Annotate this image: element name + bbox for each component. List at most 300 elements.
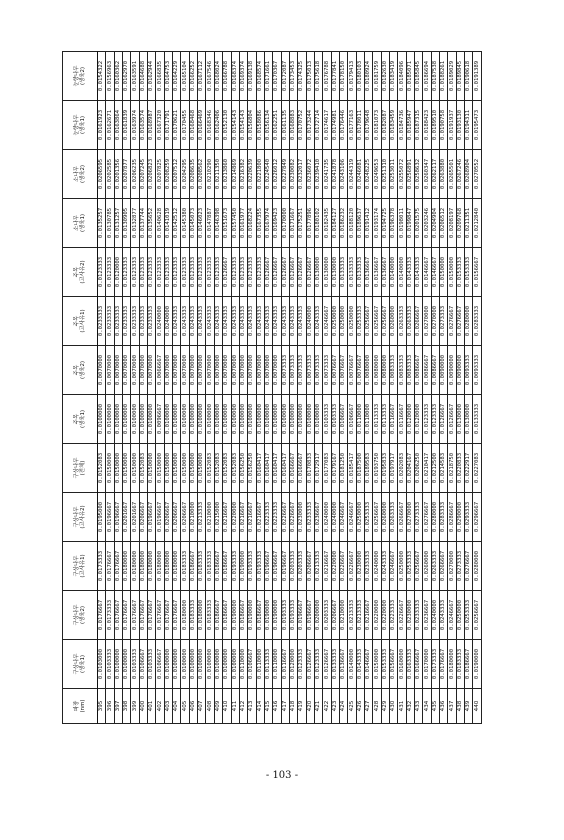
reflectance-cell: 0.0243333 (281, 297, 289, 346)
reflectance-cell: 0.0156804 (248, 101, 256, 150)
reflectance-cell: 0.0076667 (339, 346, 347, 395)
reflectance-cell: 0.0280000 (473, 542, 482, 591)
reflectance-cell: 0.0246667 (448, 591, 456, 640)
reflectance-cell: 0.0143333 (415, 248, 423, 297)
reflectance-cell: 0.0180000 (123, 542, 131, 591)
reflectance-cell: 0.0246667 (390, 542, 398, 591)
reflectance-cell: 0.0193333 (256, 542, 264, 591)
reflectance-cell: 0.0070000 (139, 346, 147, 395)
reflectance-cell: 0.0156134 (264, 101, 272, 150)
reflectance-cell: 0.0123333 (198, 248, 206, 297)
reflectance-cell: 0.0216667 (365, 591, 373, 640)
reflectance-cell: 0.0110000 (365, 395, 373, 444)
wavelength-cell: 408 (206, 689, 214, 724)
reflectance-cell: 0.0106667 (348, 395, 356, 444)
reflectance-cell: 0.0226667 (339, 542, 347, 591)
reflectance-cell: 0.0070000 (248, 346, 256, 395)
reflectance-cell: 0.0243333 (231, 297, 239, 346)
reflectance-cell: 0.0191412 (365, 199, 373, 248)
reflectance-cell: 0.0106667 (339, 395, 347, 444)
reflectance-cell: 0.0154322 (98, 52, 106, 101)
reflectance-cell: 0.0176667 (139, 591, 147, 640)
reflectance-cell: 0.0233333 (306, 493, 314, 542)
table-row (431, 52, 439, 724)
reflectance-cell: 0.0243333 (256, 297, 264, 346)
reflectance-cell: 0.0246667 (323, 297, 331, 346)
reflectance-cell: 0.0136667 (381, 248, 389, 297)
reflectance-cell: 0.0161923 (98, 101, 106, 150)
reflectance-cell: 0.0171667 (289, 199, 297, 248)
reflectance-cell: 0.0206667 (331, 591, 339, 640)
reflectance-cell: 0.0206512 (440, 199, 448, 248)
reflectance-cell: 0.0123333 (123, 248, 131, 297)
reflectance-cell: 0.0185071 (406, 52, 414, 101)
reflectance-cell: 0.0226667 (348, 542, 356, 591)
reflectance-cell: 0.0270000 (406, 493, 414, 542)
reflectance-cell: 0.0123333 (98, 248, 106, 297)
reflectance-cell: 0.0156963 (106, 52, 114, 101)
reflectance-cell: 0.0070000 (114, 346, 122, 395)
reflectance-cell: 0.0296667 (473, 493, 482, 542)
reflectance-cell: 0.0150000 (440, 248, 448, 297)
reflectance-cell: 0.0243333 (223, 297, 231, 346)
wavelength-cell: 429 (381, 689, 389, 724)
reflectance-cell: 0.0243333 (248, 297, 256, 346)
reflectance-cell: 0.0253333 (406, 542, 414, 591)
reflectance-cell: 0.0143333 (356, 640, 364, 689)
reflectance-cell: 0.0256667 (365, 297, 373, 346)
reflectance-cell: 0.0168883 (289, 101, 297, 150)
reflectance-cell: 0.0196667 (106, 493, 114, 542)
reflectance-cell: 0.0176667 (440, 640, 448, 689)
reflectance-cell: 0.0243333 (314, 297, 322, 346)
reflectance-cell: 0.0243333 (239, 297, 247, 346)
reflectance-cell: 0.0240000 (431, 591, 439, 640)
reflectance-cell: 0.0196667 (114, 493, 122, 542)
reflectance-cell: 0.0100000 (298, 395, 306, 444)
table-row (289, 52, 297, 724)
reflectance-cell: 0.0250000 (348, 297, 356, 346)
reflectance-cell: 0.0126667 (323, 640, 331, 689)
table-row (273, 52, 281, 724)
reflectance-cell: 0.0183419 (390, 52, 398, 101)
reflectance-cell: 0.0180000 (173, 542, 181, 591)
reflectance-cell: 0.0255072 (398, 150, 406, 199)
reflectance-cell: 0.0233333 (98, 297, 106, 346)
reflectance-cell: 0.0184096 (398, 52, 406, 101)
reflectance-cell: 0.0172087 (281, 52, 289, 101)
reflectance-cell: 0.0140000 (390, 248, 398, 297)
reflectance-cell: 0.0103333 (331, 395, 339, 444)
reflectance-cell: 0.0180102 (314, 199, 322, 248)
wavelength-cell: 422 (323, 689, 331, 724)
reflectance-cell: 0.0189637 (356, 199, 364, 248)
reflectance-cell: 0.0146667 (423, 248, 431, 297)
reflectance-cell: 0.0266667 (415, 297, 423, 346)
reflectance-cell: 0.0070000 (189, 346, 197, 395)
reflectance-cell: 0.0126667 (223, 248, 231, 297)
reflectance-cell: 0.0233333 (131, 297, 139, 346)
reflectance-cell: 0.0208259 (164, 150, 172, 199)
reflectance-cell: 0.0070000 (106, 346, 114, 395)
reflectance-cell: 0.0180000 (448, 640, 456, 689)
table-row (123, 52, 131, 724)
column-header: 소나무 (생육2) (63, 150, 98, 199)
wavelength-cell: 423 (331, 689, 339, 724)
reflectance-cell: 0.0100000 (106, 395, 114, 444)
reflectance-cell: 0.0194311 (465, 101, 473, 150)
reflectance-cell: 0.0190000 (248, 591, 256, 640)
reflectance-cell: 0.0110000 (273, 640, 281, 689)
reflectance-cell: 0.0207877 (123, 150, 131, 199)
reflectance-cell: 0.0120000 (289, 640, 297, 689)
reflectance-cell: 0.0166667 (289, 444, 297, 493)
reflectance-cell: 0.0123333 (298, 640, 306, 689)
reflectance-cell: 0.0243333 (214, 297, 222, 346)
wavelength-cell: 401 (148, 689, 156, 724)
reflectance-cell: 0.0276667 (465, 542, 473, 591)
column-header: 주목 (고사유1) (63, 297, 98, 346)
reflectance-cell: 0.0183459 (390, 101, 398, 150)
reflectance-cell: 0.0070000 (206, 346, 214, 395)
reflectance-cell: 0.0136667 (365, 248, 373, 297)
reflectance-cell: 0.0100000 (114, 395, 122, 444)
table-row (164, 52, 172, 724)
reflectance-cell: 0.0076667 (348, 346, 356, 395)
reflectance-cell: 0.0123333 (181, 248, 189, 297)
table-row (448, 52, 456, 724)
reflectance-cell: 0.0073333 (298, 346, 306, 395)
reflectance-cell: 0.0201356 (114, 150, 122, 199)
reflectance-cell: 0.0073333 (306, 346, 314, 395)
reflectance-cell: 0.0070000 (173, 346, 181, 395)
wavelength-cell: 420 (306, 689, 314, 724)
table-row (248, 52, 256, 724)
reflectance-cell: 0.0123333 (164, 248, 172, 297)
reflectance-cell: 0.0100000 (181, 640, 189, 689)
reflectance-cell: 0.0211351 (465, 199, 473, 248)
reflectance-cell: 0.0206235 (131, 150, 139, 199)
reflectance-cell: 0.0253011 (390, 150, 398, 199)
table-row (390, 52, 398, 724)
reflectance-cell: 0.0100000 (314, 395, 322, 444)
reflectance-cell: 0.0270000 (448, 542, 456, 591)
reflectance-cell: 0.0146398 (214, 199, 222, 248)
reflectance-cell: 0.0266667 (398, 493, 406, 542)
table-header-row (63, 52, 98, 724)
reflectance-cell: 0.0166788 (223, 52, 231, 101)
reflectance-cell: 0.0187315 (415, 101, 423, 150)
reflectance-cell: 0.0100000 (214, 395, 222, 444)
reflectance-cell: 0.0183333 (181, 542, 189, 591)
reflectance-cell: 0.0164753 (164, 52, 172, 101)
reflectance-cell: 0.0168024 (214, 52, 222, 101)
reflectance-cell: 0.0243333 (273, 297, 281, 346)
reflectance-cell: 0.0253333 (356, 297, 364, 346)
reflectance-cell: 0.0170833 (306, 444, 314, 493)
reflectance-cell: 0.0206595 (98, 150, 106, 199)
reflectance-cell: 0.0226667 (281, 493, 289, 542)
reflectance-cell: 0.0110000 (239, 640, 247, 689)
reflectance-cell: 0.0256667 (415, 542, 423, 591)
reflectance-cell: 0.0123333 (256, 248, 264, 297)
reflectance-cell: 0.0100000 (223, 640, 231, 689)
reflectance-cell: 0.0076667 (331, 346, 339, 395)
reflectance-cell: 0.0160417 (256, 444, 264, 493)
reflectance-cell: 0.0202083 (398, 444, 406, 493)
reflectance-cell: 0.0233333 (114, 297, 122, 346)
reflectance-cell: 0.0187500 (356, 444, 364, 493)
table-row (231, 52, 239, 724)
wavelength-cell: 440 (473, 689, 482, 724)
reflectance-cell: 0.0250000 (398, 542, 406, 591)
reflectance-cell: 0.0145073 (189, 199, 197, 248)
wavelength-cell: 402 (156, 689, 164, 724)
column-header: 소나무 (생육1) (63, 199, 98, 248)
reflectance-cell: 0.0250000 (331, 297, 339, 346)
wavelength-cell: 416 (273, 689, 281, 724)
reflectance-cell: 0.0186667 (214, 591, 222, 640)
table-row (406, 52, 414, 724)
reflectance-cell: 0.0174617 (323, 101, 331, 150)
reflectance-cell: 0.0220000 (381, 591, 389, 640)
reflectance-cell: 0.0076667 (356, 346, 364, 395)
reflectance-cell: 0.0166469 (198, 101, 206, 150)
reflectance-cell: 0.0241878 (331, 150, 339, 199)
reflectance-cell: 0.0226667 (289, 493, 297, 542)
reflectance-cell: 0.0150000 (123, 444, 131, 493)
reflectance-cell: 0.0170367 (273, 52, 281, 101)
reflectance-cell: 0.0070000 (148, 346, 156, 395)
reflectance-cell: 0.0175251 (298, 199, 306, 248)
table-row (239, 52, 247, 724)
reflectance-cell: 0.0130000 (314, 248, 322, 297)
reflectance-cell: 0.0096667 (156, 395, 164, 444)
table-row (323, 52, 331, 724)
reflectance-cell: 0.0191937 (448, 101, 456, 150)
reflectance-cell: 0.0207512 (173, 150, 181, 199)
reflectance-cell: 0.0163333 (406, 640, 414, 689)
reflectance-cell: 0.0240000 (306, 297, 314, 346)
reflectance-cell: 0.0103333 (148, 640, 156, 689)
reflectance-cell: 0.0240000 (331, 493, 339, 542)
reflectance-cell: 0.0216667 (248, 493, 256, 542)
reflectance-cell: 0.0100000 (248, 395, 256, 444)
reflectance-cell: 0.0191389 (473, 52, 482, 101)
reflectance-cell: 0.0186667 (189, 542, 197, 591)
reflectance-cell: 0.0152083 (214, 444, 222, 493)
reflectance-cell: 0.0150000 (373, 640, 381, 689)
wavelength-cell: 411 (231, 689, 239, 724)
reflectance-cell: 0.0250000 (356, 493, 364, 542)
reflectance-cell: 0.0268904 (465, 150, 473, 199)
reflectance-cell: 0.0130000 (331, 248, 339, 297)
reflectance-cell: 0.0221800 (256, 150, 264, 199)
reflectance-cell: 0.0151673 (223, 199, 231, 248)
reflectance-cell: 0.0100000 (123, 395, 131, 444)
reflectance-cell: 0.0186667 (214, 542, 222, 591)
reflectance-cell: 0.0194725 (381, 199, 389, 248)
reflectance-cell: 0.0133333 (356, 248, 364, 297)
reflectance-cell: 0.0123333 (156, 248, 164, 297)
reflectance-cell: 0.0136667 (339, 640, 347, 689)
wavelength-cell: 427 (365, 689, 373, 724)
reflectance-cell: 0.0180000 (198, 591, 206, 640)
reflectance-cell: 0.0187538 (431, 52, 439, 101)
reflectance-cell: 0.0260000 (381, 493, 389, 542)
table-row (365, 52, 373, 724)
reflectance-cell: 0.0123333 (148, 248, 156, 297)
reflectance-cell: 0.0186667 (223, 591, 231, 640)
reflectance-cell: 0.0110000 (356, 395, 364, 444)
reflectance-cell: 0.0188120 (348, 199, 356, 248)
reflectance-cell: 0.0188423 (423, 101, 431, 150)
wavelength-cell: 428 (373, 689, 381, 724)
reflectance-cell: 0.0100000 (306, 395, 314, 444)
reflectance-cell: 0.0185417 (348, 444, 356, 493)
reflectance-cell: 0.0130000 (323, 248, 331, 297)
reflectance-cell: 0.0170752 (298, 101, 306, 150)
reflectance-cell: 0.0161839 (123, 101, 131, 150)
reflectance-cell: 0.0175013 (306, 52, 314, 101)
reflectance-cell: 0.0193750 (373, 444, 381, 493)
reflectance-cell: 0.0123333 (139, 248, 147, 297)
wavelength-cell: 403 (164, 689, 172, 724)
table-row (148, 52, 156, 724)
table-row (173, 52, 181, 724)
table-row (223, 52, 231, 724)
table-row (181, 52, 189, 724)
reflectance-cell: 0.0190000 (231, 591, 239, 640)
reflectance-cell: 0.0093333 (473, 346, 482, 395)
reflectance-cell: 0.0243106 (339, 150, 347, 199)
reflectance-cell: 0.0169138 (248, 52, 256, 101)
wavelength-cell: 400 (139, 689, 147, 724)
reflectance-cell: 0.0171661 (264, 52, 272, 101)
reflectance-cell: 0.0132877 (131, 199, 139, 248)
reflectance-cell: 0.0207825 (156, 150, 164, 199)
reflectance-cell: 0.0083333 (398, 346, 406, 395)
reflectance-cell: 0.0070000 (131, 346, 139, 395)
reflectance-cell: 0.0152083 (98, 444, 106, 493)
reflectance-cell: 0.0236667 (314, 493, 322, 542)
table-row (423, 52, 431, 724)
reflectance-cell: 0.0218750 (448, 444, 456, 493)
reflectance-cell: 0.0208562 (198, 150, 206, 199)
wavelength-cell: 430 (390, 689, 398, 724)
reflectance-cell: 0.0152130 (223, 101, 231, 150)
reflectance-cell: 0.0248225 (365, 150, 373, 199)
reflectance-cell: 0.0215000 (214, 493, 222, 542)
reflectance-cell: 0.0140000 (398, 248, 406, 297)
reflectance-cell: 0.0189029 (448, 52, 456, 101)
table-row (114, 52, 122, 724)
reflectance-cell: 0.0177083 (323, 444, 331, 493)
reflectance-cell: 0.0206667 (164, 493, 172, 542)
reflectance-cell: 0.0265501 (448, 150, 456, 199)
reflectance-cell: 0.0123333 (206, 248, 214, 297)
reflectance-cell: 0.0152083 (223, 444, 231, 493)
reflectance-cell: 0.0246081 (356, 150, 364, 199)
reflectance-cell: 0.0197917 (390, 444, 398, 493)
column-header: 구상나무 (고사유2) (63, 493, 98, 542)
reflectance-cell: 0.0227849 (281, 150, 289, 199)
reflectance-cell: 0.0147887 (206, 199, 214, 248)
reflectance-cell: 0.0183333 (189, 591, 197, 640)
reflectance-cell: 0.0093333 (465, 346, 473, 395)
reflectance-cell: 0.0120000 (415, 395, 423, 444)
reflectance-cell: 0.0280000 (431, 493, 439, 542)
reflectance-cell: 0.0195833 (381, 444, 389, 493)
reflectance-cell: 0.0166667 (415, 640, 423, 689)
wavelength-cell: 436 (440, 689, 448, 724)
wavelength-cell: 437 (448, 689, 456, 724)
reflectance-cell: 0.0145380 (181, 199, 189, 248)
reflectance-cell: 0.0178150 (339, 52, 347, 101)
reflectance-cell: 0.0176667 (164, 591, 172, 640)
reflectance-cell: 0.0183333 (206, 591, 214, 640)
wavelength-cell: 412 (239, 689, 247, 724)
table-row (440, 52, 448, 724)
reflectance-cell: 0.0126667 (298, 248, 306, 297)
reflectance-cell: 0.0176667 (156, 591, 164, 640)
reflectance-cell: 0.0123333 (214, 248, 222, 297)
reflectance-cell: 0.0120000 (114, 248, 122, 297)
reflectance-cell: 0.0246667 (348, 493, 356, 542)
reflectance-cell: 0.0153333 (456, 248, 464, 297)
reflectance-cell: 0.0185845 (415, 52, 423, 101)
reflectance-cell: 0.0100000 (206, 395, 214, 444)
reflectance-cell: 0.0211350 (214, 150, 222, 199)
reflectance-cell: 0.0100000 (273, 395, 281, 444)
reflectance-cell: 0.0200000 (314, 591, 322, 640)
reflectance-cell: 0.0126667 (306, 248, 314, 297)
wavelength-cell: 431 (398, 689, 406, 724)
reflectance-cell: 0.0206667 (139, 493, 147, 542)
reflectance-cell: 0.0182435 (323, 199, 331, 248)
reflectance-cell: 0.0100000 (214, 640, 222, 689)
wavelength-cell: 418 (289, 689, 297, 724)
rotated-table-container (62, 60, 482, 724)
reflectance-cell: 0.0100000 (231, 640, 239, 689)
reflectance-cell: 0.0236667 (423, 591, 431, 640)
table-row (415, 52, 423, 724)
reflectance-cell: 0.0103000 (98, 640, 106, 689)
reflectance-cell: 0.0174325 (298, 52, 306, 101)
column-header: 구상나무 (생육2) (63, 591, 98, 640)
reflectance-cell: 0.0267246 (456, 150, 464, 199)
reflectance-cell: 0.0212500 (431, 444, 439, 493)
reflectance-cell: 0.0263333 (398, 297, 406, 346)
reflectance-cell: 0.0100000 (281, 395, 289, 444)
table-row (189, 52, 197, 724)
reflectance-cell: 0.0190000 (264, 591, 272, 640)
reflectance-cell: 0.0167320 (156, 101, 164, 150)
reflectance-cell: 0.0167546 (206, 52, 214, 101)
reflectance-cell: 0.0113333 (373, 395, 381, 444)
reflectance-cell: 0.0188261 (440, 52, 448, 101)
reflectance-cell: 0.0126667 (273, 248, 281, 297)
reflectance-cell: 0.0100000 (114, 640, 122, 689)
reflectance-cell: 0.0190000 (473, 640, 482, 689)
reflectance-cell: 0.0150000 (181, 444, 189, 493)
reflectance-cell: 0.0220000 (231, 493, 239, 542)
column-header: 파장 (nm) (63, 689, 98, 724)
reflectance-cell: 0.0195473 (473, 101, 482, 150)
reflectance-cell: 0.0103333 (131, 640, 139, 689)
reflectance-cell: 0.0150000 (156, 444, 164, 493)
column-header: 눈향나무 (생육1) (63, 101, 98, 150)
